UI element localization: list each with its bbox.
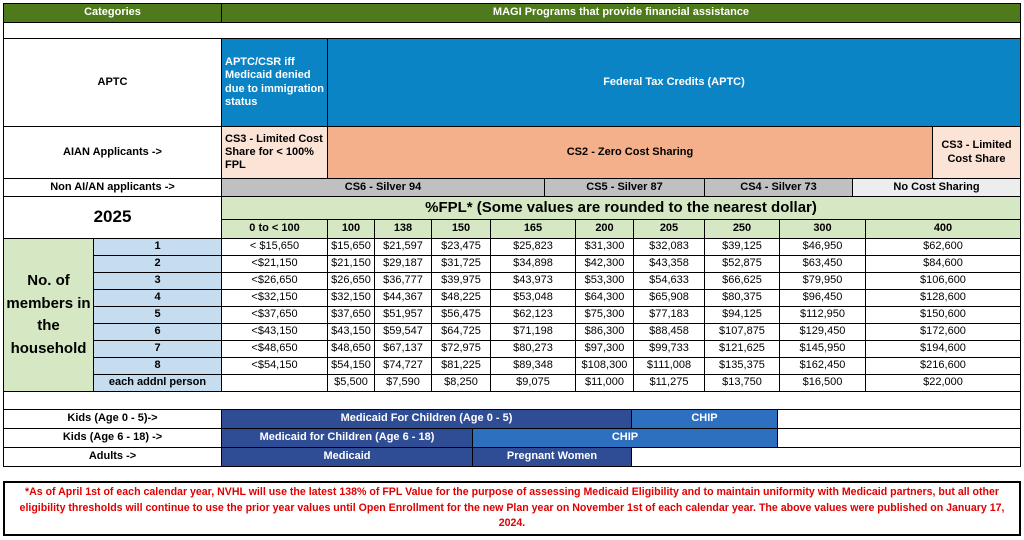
income-threshold-cell: $66,625	[705, 273, 780, 290]
income-threshold-cell: $39,975	[432, 273, 491, 290]
income-threshold-cell: $25,823	[491, 239, 576, 256]
income-threshold-cell: $62,123	[491, 307, 576, 324]
cs3-limited-left-cell: CS3 - Limited Cost Share for < 100% FPL	[222, 127, 328, 179]
income-threshold-cell: $94,125	[705, 307, 780, 324]
fpl-column-header: 165	[491, 220, 576, 239]
income-threshold-cell: $150,600	[866, 307, 1021, 324]
income-threshold-cell: $107,875	[705, 324, 780, 341]
income-threshold-cell: $34,898	[491, 256, 576, 273]
kids-6-18-empty	[778, 429, 1021, 448]
income-threshold-cell: $7,590	[375, 375, 432, 392]
income-threshold-cell: $56,475	[432, 307, 491, 324]
income-threshold-cell: $129,450	[780, 324, 866, 341]
income-threshold-cell: $75,300	[576, 307, 634, 324]
cs4-silver-73-cell: CS4 - Silver 73	[705, 179, 853, 197]
income-threshold-cell: $64,725	[432, 324, 491, 341]
categories-header: Categories	[3, 3, 222, 23]
income-threshold-cell: $96,450	[780, 290, 866, 307]
income-threshold-cell: $59,547	[375, 324, 432, 341]
income-threshold-cell: $48,225	[432, 290, 491, 307]
income-threshold-cell: $79,950	[780, 273, 866, 290]
income-threshold-cell: <$43,150	[222, 324, 328, 341]
adults-empty	[632, 448, 1021, 467]
income-threshold-cell: $39,125	[705, 239, 780, 256]
income-threshold-cell: $84,600	[866, 256, 1021, 273]
cs3-limited-right-cell: CS3 - Limited Cost Share	[933, 127, 1021, 179]
non-aian-applicants-label: Non AI/AN applicants ->	[3, 179, 222, 197]
fpl-column-header: 205	[634, 220, 705, 239]
income-threshold-cell	[222, 375, 328, 392]
medicaid-adults-bar: Medicaid	[222, 448, 473, 467]
spacer-row-2	[3, 392, 1021, 410]
income-threshold-cell: $32,083	[634, 239, 705, 256]
kids-0-5-empty	[778, 410, 1021, 429]
income-threshold-cell: <$26,650	[222, 273, 328, 290]
fpl-column-header: 138	[375, 220, 432, 239]
income-threshold-cell: $15,650	[328, 239, 375, 256]
income-threshold-cell: $8,250	[432, 375, 491, 392]
spacer-row	[3, 23, 1021, 39]
federal-tax-credits-cell: Federal Tax Credits (APTC)	[328, 39, 1021, 127]
income-threshold-cell: $43,150	[328, 324, 375, 341]
income-threshold-cell: <$48,650	[222, 341, 328, 358]
household-members-label: No. of members in the household	[3, 239, 94, 392]
income-threshold-cell: $51,957	[375, 307, 432, 324]
year-label: 2025	[3, 197, 222, 239]
income-threshold-cell: $36,777	[375, 273, 432, 290]
fpl-column-header: 200	[576, 220, 634, 239]
cs2-zero-cost-sharing-cell: CS2 - Zero Cost Sharing	[328, 127, 933, 179]
income-threshold-cell: $11,000	[576, 375, 634, 392]
income-threshold-cell: $52,875	[705, 256, 780, 273]
income-threshold-cell: $111,008	[634, 358, 705, 375]
income-threshold-cell: <$54,150	[222, 358, 328, 375]
income-threshold-cell: $32,150	[328, 290, 375, 307]
household-size-label: 1	[94, 239, 222, 256]
income-threshold-cell: $112,950	[780, 307, 866, 324]
household-size-label: 3	[94, 273, 222, 290]
income-threshold-cell: $77,183	[634, 307, 705, 324]
household-size-label: 6	[94, 324, 222, 341]
fpl-column-header: 100	[328, 220, 375, 239]
cs6-silver-94-cell: CS6 - Silver 94	[222, 179, 545, 197]
household-size-label: each addnl person	[94, 375, 222, 392]
aptc-immigration-cell: APTC/CSR iff Medicaid denied due to immigration status	[222, 39, 328, 127]
income-threshold-cell: $172,600	[866, 324, 1021, 341]
income-threshold-cell: $48,650	[328, 341, 375, 358]
income-threshold-cell: $74,727	[375, 358, 432, 375]
income-threshold-cell: $13,750	[705, 375, 780, 392]
income-threshold-cell: $21,150	[328, 256, 375, 273]
income-threshold-cell: $80,375	[705, 290, 780, 307]
medicaid-children-6-18-bar: Medicaid for Children (Age 6 - 18)	[222, 429, 473, 448]
income-threshold-cell: $31,300	[576, 239, 634, 256]
income-threshold-cell: $37,650	[328, 307, 375, 324]
household-size-label: 5	[94, 307, 222, 324]
income-threshold-cell: $89,348	[491, 358, 576, 375]
income-threshold-cell: $64,300	[576, 290, 634, 307]
aian-applicants-label: AIAN Applicants ->	[3, 127, 222, 179]
income-threshold-cell: $44,367	[375, 290, 432, 307]
fpl-column-header: 150	[432, 220, 491, 239]
income-threshold-cell: <$37,650	[222, 307, 328, 324]
income-threshold-cell: $121,625	[705, 341, 780, 358]
income-threshold-cell: $128,600	[866, 290, 1021, 307]
chip-0-5-bar: CHIP	[632, 410, 778, 429]
income-threshold-cell: $43,358	[634, 256, 705, 273]
income-threshold-cell: $97,300	[576, 341, 634, 358]
fpl-column-header: 0 to < 100	[222, 220, 328, 239]
cs5-silver-87-cell: CS5 - Silver 87	[545, 179, 705, 197]
income-threshold-cell: $108,300	[576, 358, 634, 375]
medicaid-children-0-5-bar: Medicaid For Children (Age 0 - 5)	[222, 410, 632, 429]
eligibility-footnote: *As of April 1st of each calendar year, NVHL will use the latest 138% of FPL Value for the purpose of assessing Medicaid Eligibility and to maintain uniformity with Medicaid partners, but all other eligibility thresholds will continue to use the prior year values until Open Enrollment for the new Plan year on November 1st of each calendar year. The above values were published on January 17, 2024.	[3, 481, 1021, 536]
income-threshold-cell: $216,600	[866, 358, 1021, 375]
fpl-column-header: 400	[866, 220, 1021, 239]
income-threshold-cell: $53,048	[491, 290, 576, 307]
programs-header: MAGI Programs that provide financial assistance	[222, 3, 1021, 23]
income-threshold-cell: $42,300	[576, 256, 634, 273]
income-threshold-cell: $65,908	[634, 290, 705, 307]
aptc-label: APTC	[3, 39, 222, 127]
income-threshold-cell: $21,597	[375, 239, 432, 256]
income-threshold-cell: $54,150	[328, 358, 375, 375]
income-threshold-cell: <$21,150	[222, 256, 328, 273]
income-threshold-cell: $135,375	[705, 358, 780, 375]
income-threshold-cell: $26,650	[328, 273, 375, 290]
income-threshold-cell: $145,950	[780, 341, 866, 358]
income-threshold-cell: $194,600	[866, 341, 1021, 358]
household-size-label: 4	[94, 290, 222, 307]
income-threshold-cell: $71,198	[491, 324, 576, 341]
income-threshold-cell: $23,475	[432, 239, 491, 256]
income-threshold-cell: <$32,150	[222, 290, 328, 307]
income-threshold-cell: $80,273	[491, 341, 576, 358]
income-threshold-cell: $81,225	[432, 358, 491, 375]
income-threshold-cell: $46,950	[780, 239, 866, 256]
pregnant-women-bar: Pregnant Women	[473, 448, 632, 467]
income-threshold-cell: $99,733	[634, 341, 705, 358]
income-threshold-cell: $106,600	[866, 273, 1021, 290]
household-size-label: 2	[94, 256, 222, 273]
income-threshold-cell: $5,500	[328, 375, 375, 392]
income-threshold-cell: $54,633	[634, 273, 705, 290]
income-threshold-cell: $88,458	[634, 324, 705, 341]
income-threshold-cell: $62,600	[866, 239, 1021, 256]
household-size-label: 7	[94, 341, 222, 358]
income-threshold-cell: $86,300	[576, 324, 634, 341]
fpl-column-header: 300	[780, 220, 866, 239]
income-threshold-cell: $67,137	[375, 341, 432, 358]
chip-6-18-bar: CHIP	[473, 429, 778, 448]
household-size-label: 8	[94, 358, 222, 375]
fpl-title: %FPL* (Some values are rounded to the nearest dollar)	[222, 197, 1021, 220]
income-threshold-cell: $16,500	[780, 375, 866, 392]
income-threshold-cell: $63,450	[780, 256, 866, 273]
income-threshold-cell: < $15,650	[222, 239, 328, 256]
no-cost-sharing-cell: No Cost Sharing	[853, 179, 1021, 197]
income-threshold-cell: $31,725	[432, 256, 491, 273]
income-threshold-cell: $43,973	[491, 273, 576, 290]
income-threshold-cell: $29,187	[375, 256, 432, 273]
kids-0-5-label: Kids (Age 0 - 5)->	[3, 410, 222, 429]
income-threshold-cell: $9,075	[491, 375, 576, 392]
kids-6-18-label: Kids (Age 6 - 18) ->	[3, 429, 222, 448]
fpl-column-header: 250	[705, 220, 780, 239]
income-threshold-cell: $22,000	[866, 375, 1021, 392]
adults-label: Adults ->	[3, 448, 222, 467]
income-threshold-cell: $162,450	[780, 358, 866, 375]
income-threshold-cell: $11,275	[634, 375, 705, 392]
income-threshold-cell: $72,975	[432, 341, 491, 358]
income-threshold-cell: $53,300	[576, 273, 634, 290]
